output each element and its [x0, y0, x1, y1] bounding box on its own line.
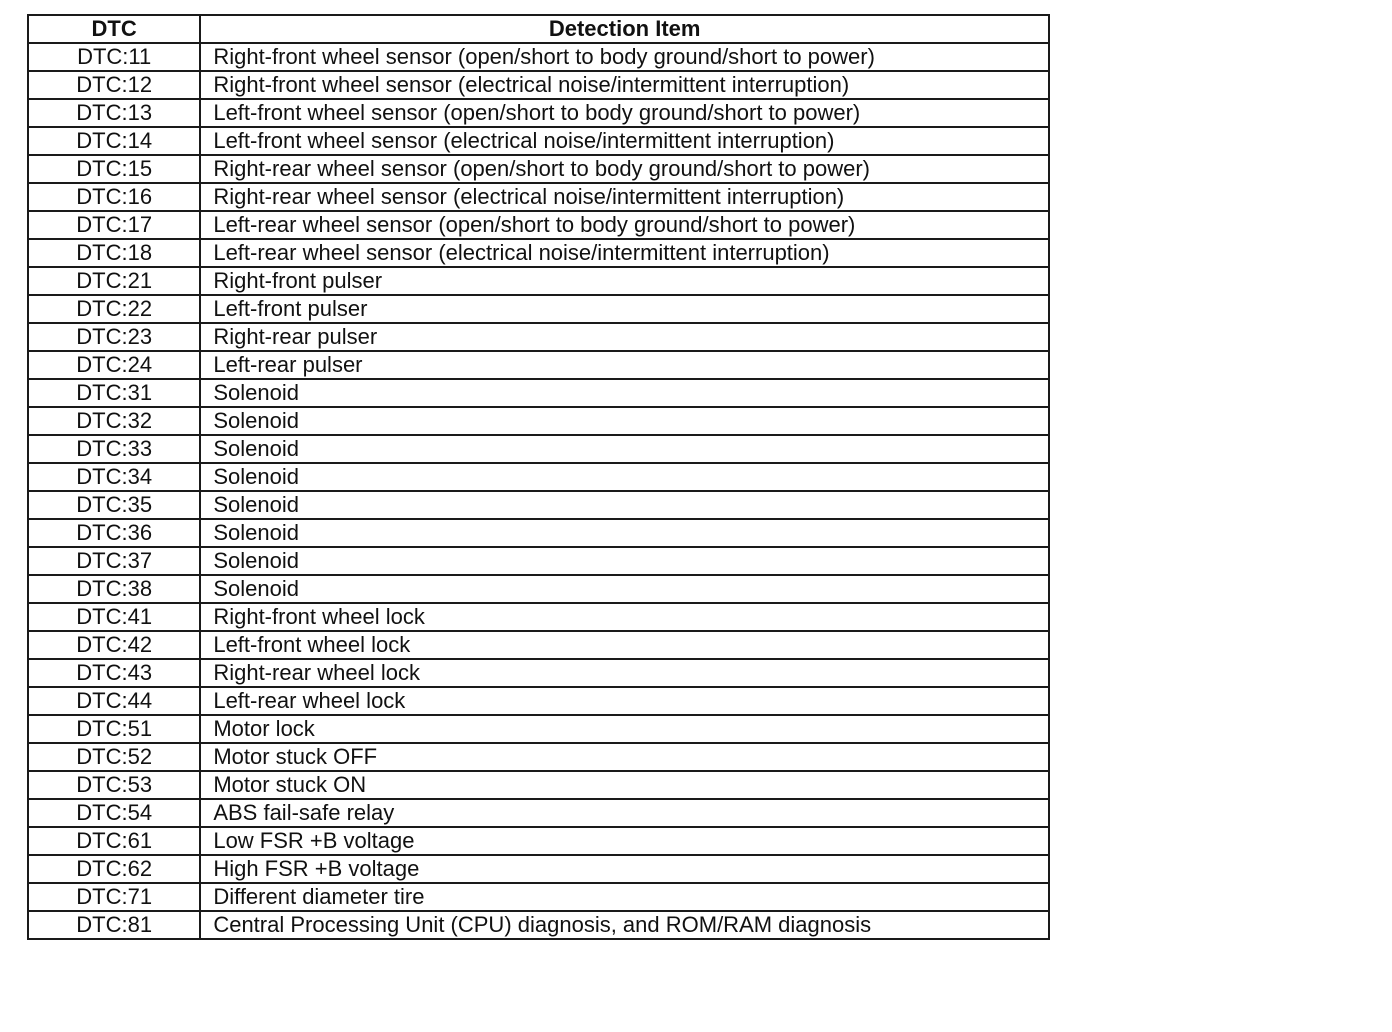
table-row: [28, 323, 1049, 351]
table-row: [28, 127, 1049, 155]
table-row: [28, 855, 1049, 883]
dtc-code-cell: DTC:21: [28, 267, 200, 295]
dtc-code-cell: DTC:51: [28, 715, 200, 743]
dtc-code-cell: DTC:52: [28, 743, 200, 771]
dtc-code-cell: DTC:32: [28, 407, 200, 435]
detection-item-cell: Solenoid: [200, 407, 1049, 435]
table-row: [28, 407, 1049, 435]
table-row: [28, 631, 1049, 659]
detection-item-cell: Left-rear wheel sensor (electrical noise/intermittent interruption): [200, 239, 1049, 267]
table-row: [28, 155, 1049, 183]
detection-item-cell: Low FSR +B voltage: [200, 827, 1049, 855]
table-row: [28, 491, 1049, 519]
detection-item-cell: Solenoid: [200, 435, 1049, 463]
table-row: [28, 603, 1049, 631]
table-row: [28, 183, 1049, 211]
detection-item-cell: Solenoid: [200, 379, 1049, 407]
detection-item-cell: Right-front wheel sensor (electrical noise/intermittent interruption): [200, 71, 1049, 99]
detection-item-cell: Solenoid: [200, 575, 1049, 603]
header-dtc: DTC: [28, 15, 200, 43]
dtc-code-cell: DTC:34: [28, 463, 200, 491]
dtc-table: [27, 14, 1050, 940]
detection-item-cell: Right-front wheel lock: [200, 603, 1049, 631]
detection-item-cell: Left-front wheel sensor (electrical noise/intermittent interruption): [200, 127, 1049, 155]
detection-item-cell: High FSR +B voltage: [200, 855, 1049, 883]
dtc-code-cell: DTC:54: [28, 799, 200, 827]
table-row: [28, 211, 1049, 239]
detection-item-cell: Motor stuck ON: [200, 771, 1049, 799]
detection-item-cell: Right-rear wheel lock: [200, 659, 1049, 687]
table-row: [28, 463, 1049, 491]
dtc-code-cell: DTC:17: [28, 211, 200, 239]
table-row: [28, 267, 1049, 295]
detection-item-cell: Solenoid: [200, 463, 1049, 491]
detection-item-cell: Left-rear pulser: [200, 351, 1049, 379]
table-row: [28, 883, 1049, 911]
detection-item-cell: ABS fail-safe relay: [200, 799, 1049, 827]
table-row: [28, 827, 1049, 855]
table-row: [28, 43, 1049, 71]
dtc-code-cell: DTC:35: [28, 491, 200, 519]
table-row: [28, 771, 1049, 799]
detection-item-cell: Left-rear wheel sensor (open/short to body ground/short to power): [200, 211, 1049, 239]
detection-item-cell: Right-rear wheel sensor (electrical noise/intermittent interruption): [200, 183, 1049, 211]
dtc-code-cell: DTC:53: [28, 771, 200, 799]
detection-item-cell: Right-rear pulser: [200, 323, 1049, 351]
detection-item-cell: Solenoid: [200, 547, 1049, 575]
detection-item-cell: Motor stuck OFF: [200, 743, 1049, 771]
table-row: [28, 239, 1049, 267]
table-row: [28, 71, 1049, 99]
dtc-code-cell: DTC:44: [28, 687, 200, 715]
dtc-code-cell: DTC:11: [28, 43, 200, 71]
dtc-code-cell: DTC:43: [28, 659, 200, 687]
dtc-code-cell: DTC:33: [28, 435, 200, 463]
detection-item-cell: Left-rear wheel lock: [200, 687, 1049, 715]
header-row: [28, 15, 1049, 43]
dtc-code-cell: DTC:13: [28, 99, 200, 127]
dtc-code-cell: DTC:38: [28, 575, 200, 603]
detection-item-cell: Left-front wheel lock: [200, 631, 1049, 659]
dtc-code-cell: DTC:61: [28, 827, 200, 855]
dtc-code-cell: DTC:81: [28, 911, 200, 939]
detection-item-cell: Solenoid: [200, 519, 1049, 547]
detection-item-cell: Right-rear wheel sensor (open/short to body ground/short to power): [200, 155, 1049, 183]
table-row: [28, 743, 1049, 771]
detection-item-cell: Solenoid: [200, 491, 1049, 519]
dtc-code-cell: DTC:42: [28, 631, 200, 659]
dtc-code-cell: DTC:62: [28, 855, 200, 883]
detection-item-cell: Right-front pulser: [200, 267, 1049, 295]
dtc-code-cell: DTC:71: [28, 883, 200, 911]
dtc-code-cell: DTC:24: [28, 351, 200, 379]
table-row: [28, 659, 1049, 687]
dtc-code-cell: DTC:41: [28, 603, 200, 631]
table-row: [28, 295, 1049, 323]
table-body: [28, 43, 1049, 939]
table-row: [28, 715, 1049, 743]
table-row: [28, 99, 1049, 127]
detection-item-cell: Central Processing Unit (CPU) diagnosis, and ROM/RAM diagnosis: [200, 911, 1049, 939]
dtc-code-cell: DTC:15: [28, 155, 200, 183]
detection-item-cell: Different diameter tire: [200, 883, 1049, 911]
dtc-code-cell: DTC:36: [28, 519, 200, 547]
dtc-code-cell: DTC:23: [28, 323, 200, 351]
detection-item-cell: Left-front wheel sensor (open/short to body ground/short to power): [200, 99, 1049, 127]
table-row: [28, 519, 1049, 547]
dtc-code-cell: DTC:16: [28, 183, 200, 211]
table-row: [28, 575, 1049, 603]
dtc-code-cell: DTC:22: [28, 295, 200, 323]
dtc-code-cell: DTC:37: [28, 547, 200, 575]
dtc-code-cell: DTC:12: [28, 71, 200, 99]
table-row: [28, 351, 1049, 379]
table-row: [28, 911, 1049, 939]
table-row: [28, 379, 1049, 407]
header-detection-item: Detection Item: [200, 15, 1049, 43]
table-row: [28, 687, 1049, 715]
dtc-code-cell: DTC:18: [28, 239, 200, 267]
table-header: [28, 15, 1049, 43]
dtc-code-cell: DTC:31: [28, 379, 200, 407]
table-row: [28, 547, 1049, 575]
detection-item-cell: Right-front wheel sensor (open/short to body ground/short to power): [200, 43, 1049, 71]
table-row: [28, 435, 1049, 463]
table-row: [28, 799, 1049, 827]
detection-item-cell: Left-front pulser: [200, 295, 1049, 323]
detection-item-cell: Motor lock: [200, 715, 1049, 743]
dtc-code-cell: DTC:14: [28, 127, 200, 155]
